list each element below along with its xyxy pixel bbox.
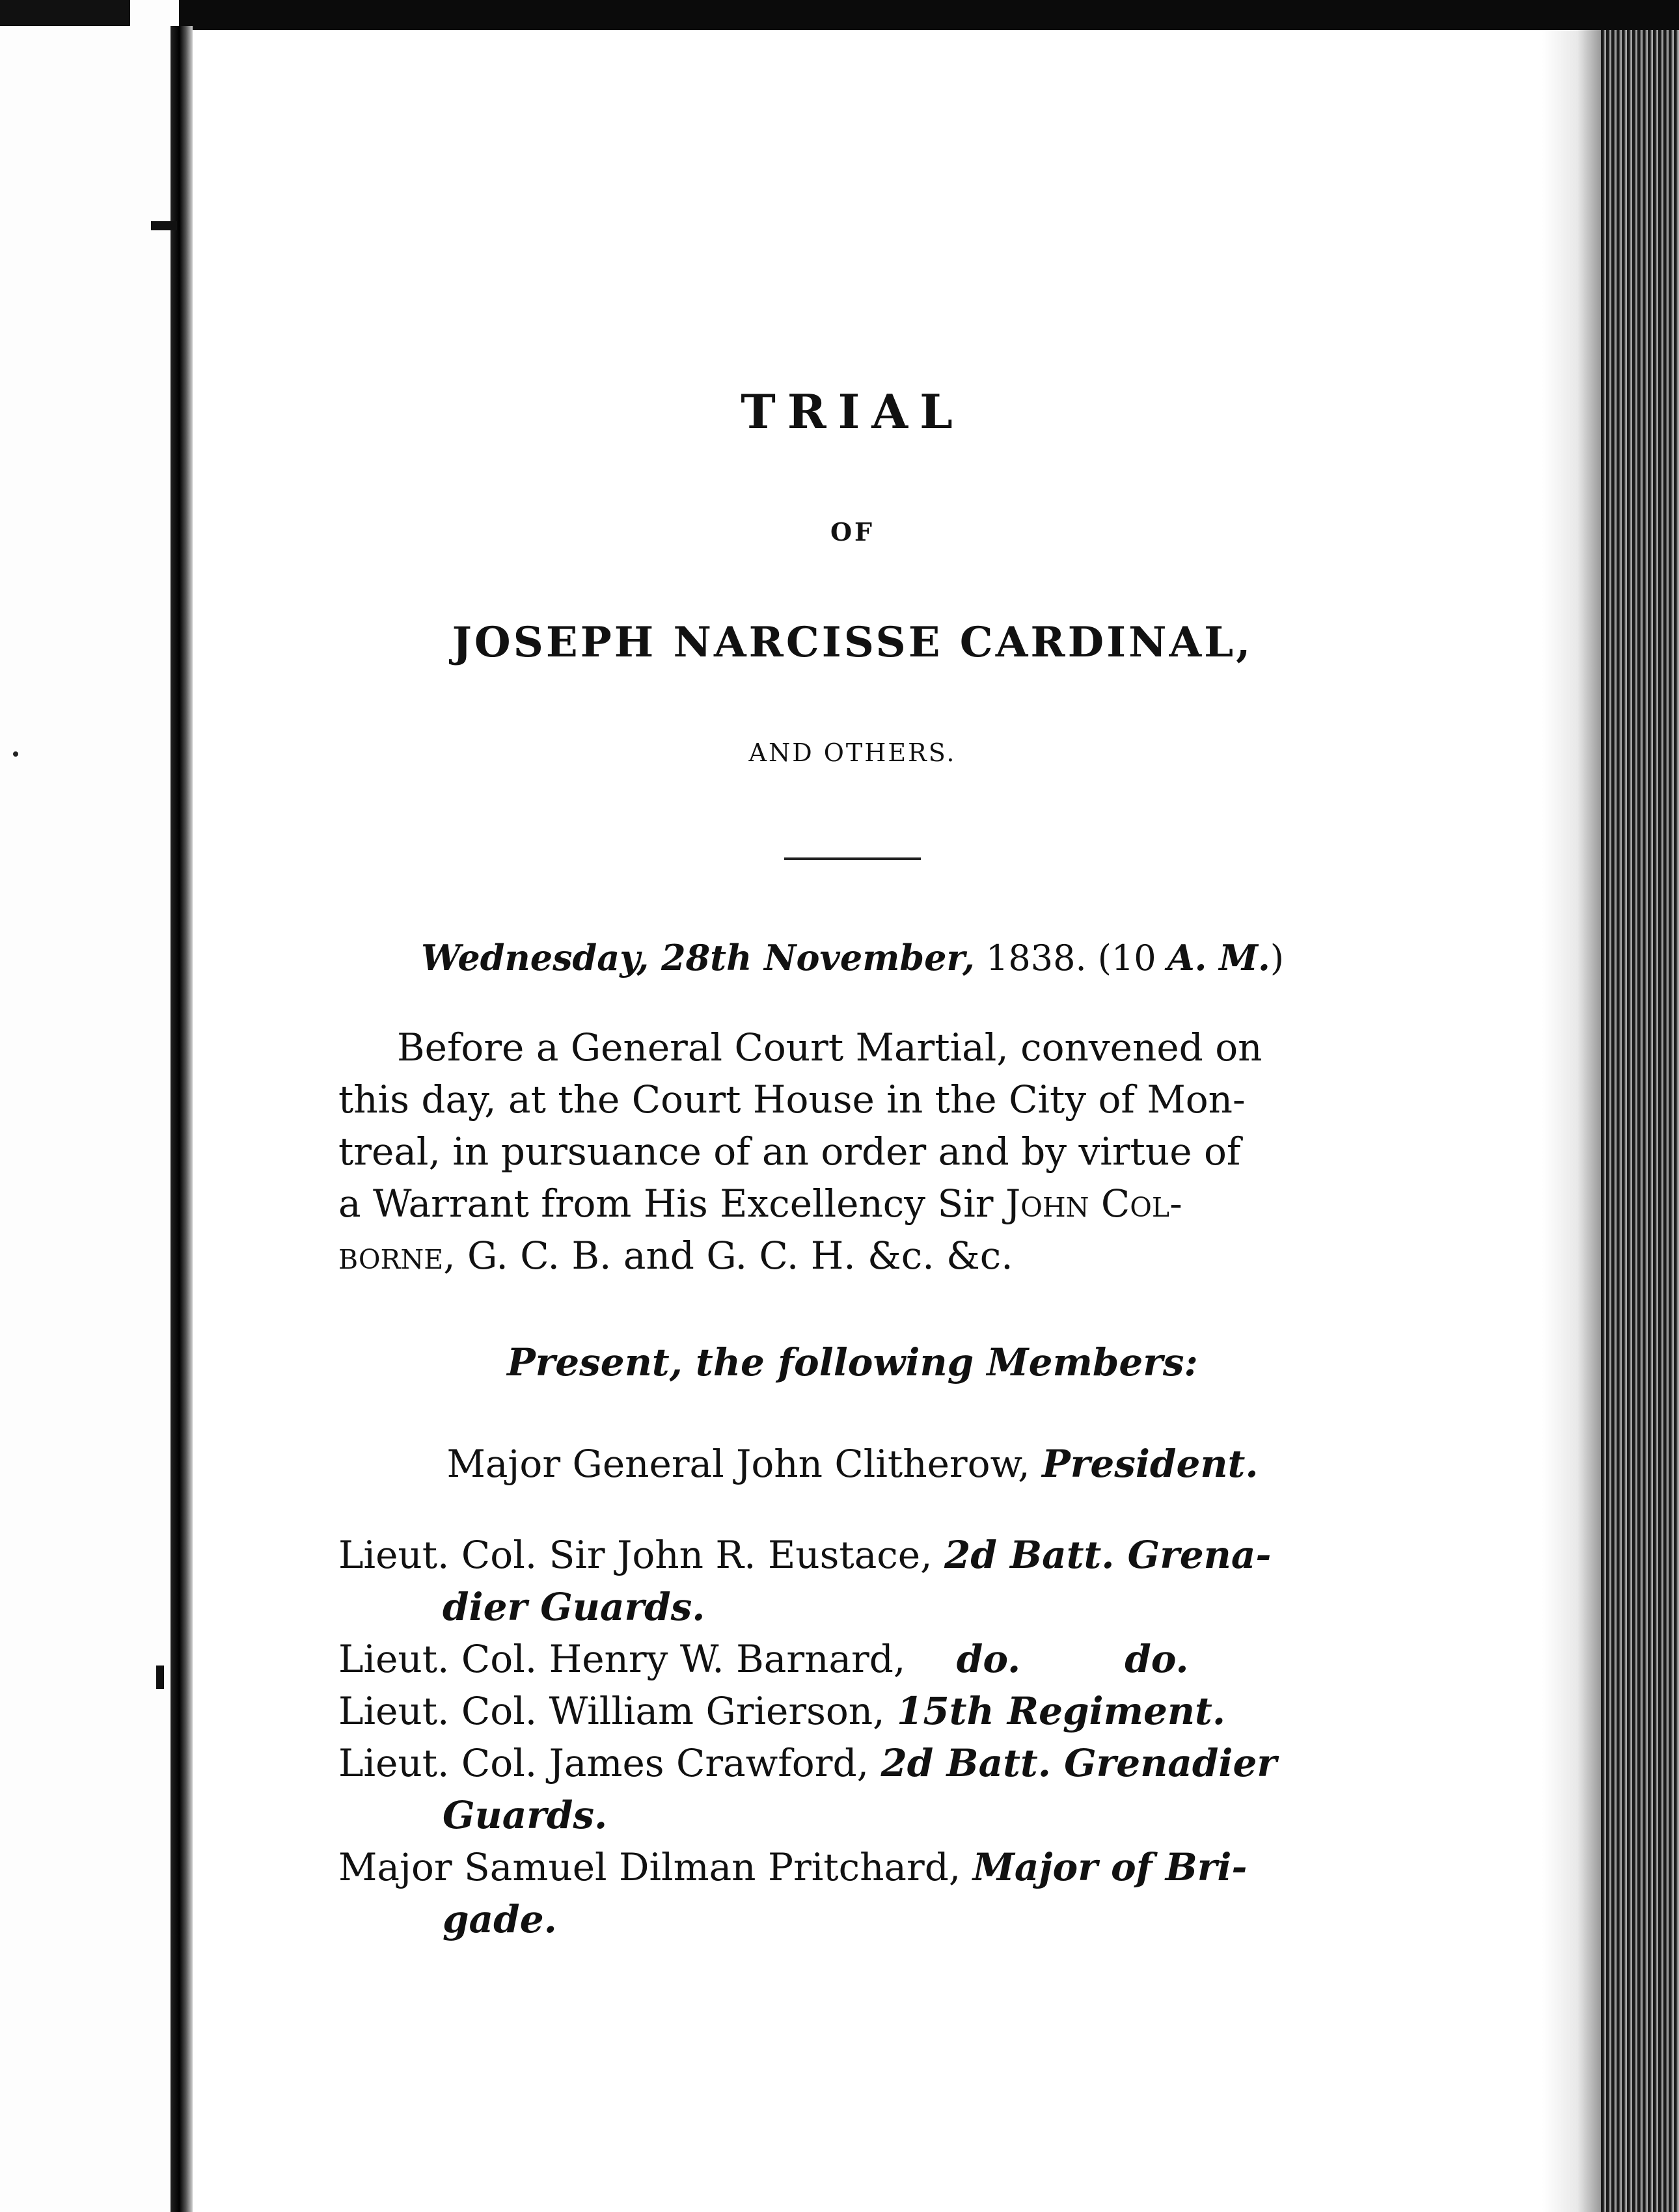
member-role: Major of Bri- [972, 1845, 1248, 1889]
paragraph-text: , G. C. B. and G. C. H. &c. &c. [443, 1234, 1013, 1278]
member-role-cont: Guards. [443, 1793, 608, 1837]
title-of: OF [830, 517, 875, 546]
facing-page-margin [0, 0, 179, 2212]
member-entry [338, 1438, 1367, 1490]
page-stack-edges [1601, 30, 1679, 2212]
gutter-mark [151, 221, 177, 230]
member-role-cont: gade. [443, 1897, 557, 1941]
dateline-time-close: ) [1270, 937, 1284, 978]
scan-corner [0, 0, 130, 26]
page-text [338, 0, 1367, 2212]
paragraph-name: John Col- [1005, 1181, 1182, 1226]
member-entry [338, 1841, 1367, 1945]
member-role: do. [1125, 1637, 1189, 1681]
paragraph-line: Before a General Court Martial, convened on [397, 1025, 1263, 1070]
dateline [338, 937, 1367, 978]
member-name: Lieut. Col. William Grierson, [338, 1689, 897, 1733]
member-entry [338, 1685, 1367, 1737]
dateline-time: A. M. [1167, 937, 1270, 978]
dateline-year: 1838. [986, 937, 1087, 978]
paragraph-line [338, 1230, 1367, 1282]
scan-speck [13, 751, 18, 757]
title-trial: TRIAL [741, 384, 964, 439]
member-name: Lieut. Col. James Crawford, [338, 1741, 881, 1785]
member-role: do. [956, 1637, 1021, 1681]
dateline-day: Wednesday, 28th November, [421, 937, 975, 978]
opening-paragraph [338, 1021, 1367, 1282]
paragraph-line [338, 1178, 1367, 1230]
title-defendant-name: JOSEPH NARCISSE CARDINAL, [452, 618, 1253, 667]
member-role: 2d Batt. Grena- [944, 1533, 1272, 1577]
paragraph-line: this day, at the Court House in the City of Mon- [338, 1077, 1246, 1122]
title-and-others: AND OTHERS. [748, 738, 957, 767]
member-name: Lieut. Col. Henry W. Barnard, [338, 1637, 918, 1681]
present-heading: Present, the following Members: [507, 1340, 1198, 1384]
member-entry [338, 1529, 1367, 1633]
member-role: 15th Regiment. [897, 1689, 1226, 1733]
gutter-mark [156, 1666, 164, 1689]
dateline-time-open: (10 [1097, 937, 1167, 978]
member-entry [338, 1633, 1367, 1685]
member-name: Major Samuel Dilman Pritchard, [338, 1845, 973, 1889]
paragraph-text: a Warrant from His Excellency Sir [338, 1181, 1005, 1226]
page-edge-shadow [1542, 30, 1601, 2212]
member-role-cont: dier Guards. [443, 1585, 705, 1629]
paragraph-name: borne [338, 1234, 444, 1278]
member-entry [338, 1737, 1367, 1841]
member-role: President. [1042, 1442, 1259, 1486]
book-gutter [171, 26, 193, 2212]
paragraph-line: treal, in pursuance of an order and by virtue of [338, 1129, 1241, 1174]
section-rule [784, 857, 921, 860]
member-name: Major General John Clitherow, [446, 1442, 1043, 1486]
member-role: 2d Batt. Grenadier [880, 1741, 1277, 1785]
member-name: Lieut. Col. Sir John R. Eustace, [338, 1533, 944, 1577]
